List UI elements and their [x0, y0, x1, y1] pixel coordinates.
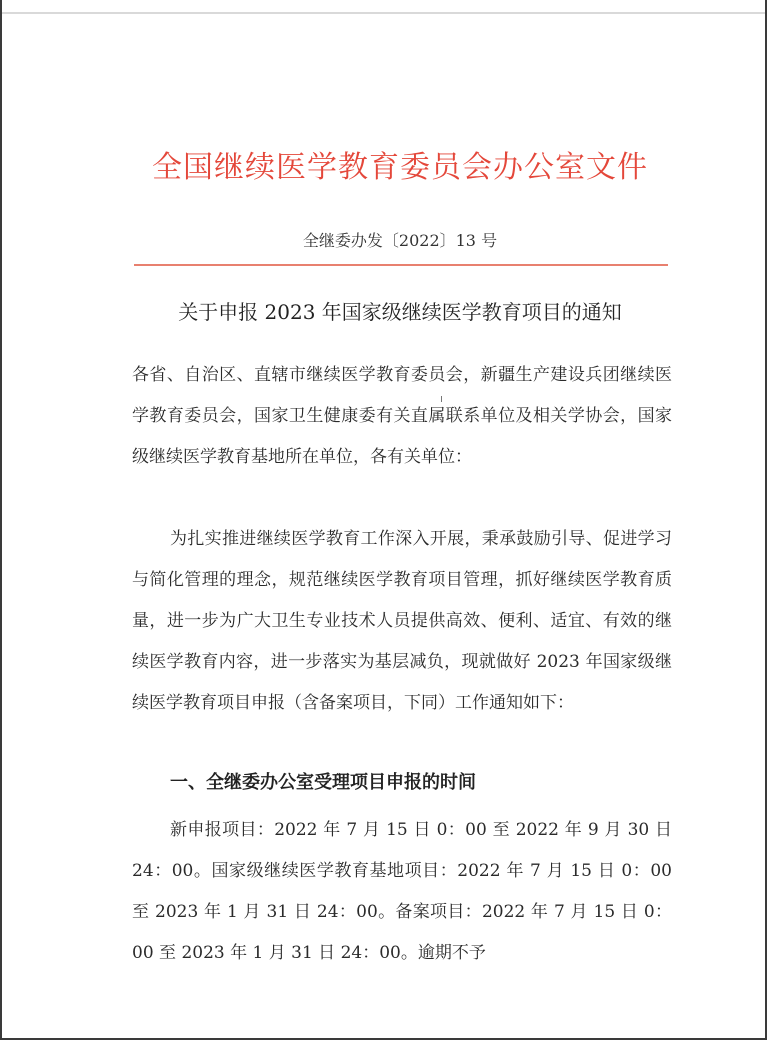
intro-paragraph: 为扎实推进继续医学教育工作深入开展，秉承鼓励引导、促进学习与简化管理的理念，规范继续医学教育项目管理，抓好继续医学教育质量，进一步为广大卫生专业技术人员提供高效、便利、适宜、有效的继续医学教育内容，进一步落实为基层减负，现就做好 2023 年国家级继续医学教育项目申报（含备案项目，下同）工作通知如下： — [132, 529, 672, 713]
section-1-heading: 一、全继委办公室受理项目申报的时间 — [170, 772, 476, 792]
notice-title: 关于申报 2023 年国家级继续医学教育项目的通知 — [178, 300, 622, 324]
scan-speck — [441, 396, 442, 402]
scan-edge-top — [0, 12, 767, 14]
section-1-paragraph: 新申报项目：2022 年 7 月 15 日 0：00 至 2022 年 9 月 30 日 24：00。国家级继续医学教育基地项目：2022 年 7 月 15 日 0：00 至 2023 年 1 月 31 日 24：00。备案项目：2022 年 7 月 15 日 0：00 至 2023 年 1 月 31 日 24：00。逾期不予 — [132, 820, 672, 963]
addressee-paragraph: 各省、自治区、直辖市继续医学教育委员会，新疆生产建设兵团继续医学教育委员会，国家卫生健康委有关直属联系单位及相关学协会，国家级继续医学教育基地所在单位，各有关单位： — [132, 365, 672, 467]
document-header-title: 全国继续医学教育委员会办公室文件 — [152, 150, 648, 185]
header-divider-rule — [134, 264, 668, 266]
document-number: 全继委办发〔2022〕13 号 — [302, 231, 498, 250]
